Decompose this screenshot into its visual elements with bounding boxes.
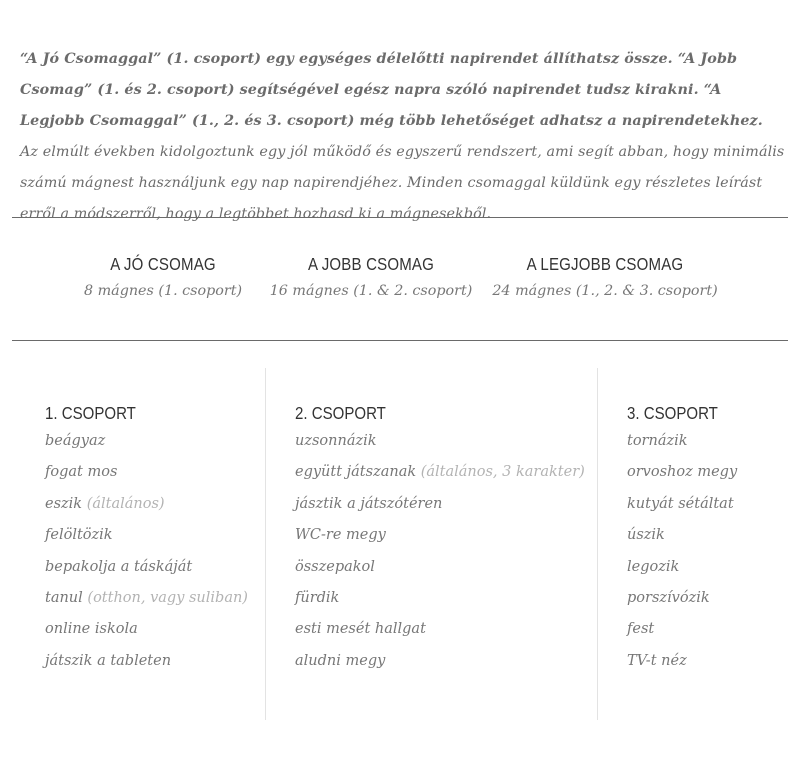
intro-bold-text: “A Jó Csomaggal” (1. csoport) egy egységes délelőtti napirendet állíthatsz össze. “A Jobb Csomag” (1. és 2. csoport) segítségével egész napra szóló napirendet tudsz kirakni. “A Legjobb Csomaggal” (1., 2. és 3. csoport) még több lehetőséget adhatsz a napirendetekhez.	[20, 51, 763, 129]
package-better	[251, 253, 491, 299]
item-text: tornázik	[627, 433, 688, 449]
group-title: 3. CSOPORT	[627, 403, 718, 423]
item-text: beágyaz	[45, 433, 106, 449]
list-item	[627, 614, 737, 645]
item-text: aludni megy	[295, 652, 386, 669]
list-item	[627, 489, 737, 520]
item-text: felöltözik	[45, 527, 113, 544]
item-text: WC-re megy	[295, 527, 386, 544]
item-text: fogat mos	[45, 464, 118, 481]
group-items	[295, 426, 585, 677]
item-note: (általános, 3 karakter)	[420, 464, 585, 481]
list-item	[45, 646, 248, 677]
item-text: kutyát sétáltat	[627, 495, 734, 512]
list-item	[45, 457, 248, 488]
item-text: úszik	[627, 527, 665, 544]
list-item	[627, 583, 737, 614]
item-text: fürdik	[295, 590, 340, 607]
group-items	[45, 426, 248, 677]
group-items	[627, 426, 737, 677]
package-best	[485, 253, 725, 299]
item-text: jásztik a játszótéren	[295, 495, 443, 512]
list-item	[627, 457, 737, 488]
list-item	[295, 552, 585, 583]
package-subtitle: 8 mágnes (1. csoport)	[83, 283, 243, 299]
list-item	[295, 583, 585, 614]
list-item	[295, 614, 585, 645]
list-item	[627, 552, 737, 583]
item-text: együtt játszanak	[295, 464, 417, 481]
list-item	[627, 646, 737, 677]
item-text: porszívózik	[627, 590, 710, 607]
list-item	[295, 646, 585, 677]
group-title: 1. CSOPORT	[45, 403, 136, 423]
item-text: tanul	[45, 590, 83, 607]
column-divider	[265, 368, 266, 720]
list-item	[45, 614, 248, 645]
item-text: játszik a tableten	[45, 652, 172, 669]
group-3	[627, 402, 737, 677]
package-subtitle: 16 mágnes (1. & 2. csoport)	[269, 283, 473, 299]
list-item	[45, 426, 248, 457]
item-text: fest	[627, 621, 655, 638]
item-text: TV-t néz	[627, 652, 687, 669]
list-item	[295, 457, 585, 488]
package-subtitle: 24 mágnes (1., 2. & 3. csoport)	[492, 283, 718, 299]
item-text: eszik	[45, 495, 83, 512]
list-item	[45, 489, 248, 520]
package-good	[43, 253, 283, 299]
item-note: (általános)	[86, 495, 165, 512]
list-item	[295, 489, 585, 520]
divider-bottom	[12, 340, 788, 341]
list-item	[45, 520, 248, 551]
list-item	[295, 426, 585, 457]
list-item	[45, 552, 248, 583]
package-title: A JOBB CSOMAG	[307, 254, 435, 274]
group-title: 2. CSOPORT	[295, 403, 386, 423]
item-text: legozik	[627, 558, 680, 575]
list-item	[45, 583, 248, 614]
item-text: bepakolja a táskáját	[45, 558, 193, 575]
divider-top	[12, 217, 788, 218]
item-text: összepakol	[295, 558, 375, 575]
item-text: uzsonnázik	[295, 433, 377, 449]
list-item	[627, 520, 737, 551]
column-divider	[597, 368, 598, 720]
item-note: (otthon, vagy suliban)	[87, 590, 248, 607]
package-title: A LEGJOBB CSOMAG	[526, 254, 684, 274]
item-text: orvoshoz megy	[627, 464, 738, 481]
intro-text: Az elmúlt években kidolgoztunk egy jól működő és egyszerű rendszert, ami segít abban, hogy minimális számú mágnest használjunk egy nap napirendjéhez. Minden csomaggal küldünk egy részletes leírást erről a módszerről, hogy a legtöbbet hozhasd ki a mágnesekből.	[20, 144, 785, 222]
list-item	[295, 520, 585, 551]
group-2	[295, 402, 585, 677]
item-text: esti mesét hallgat	[295, 621, 426, 638]
intro-paragraph	[20, 44, 785, 230]
item-text: online iskola	[45, 621, 138, 638]
group-1	[45, 402, 248, 677]
package-title: A JÓ CSOMAG	[110, 254, 216, 274]
list-item	[627, 426, 737, 457]
